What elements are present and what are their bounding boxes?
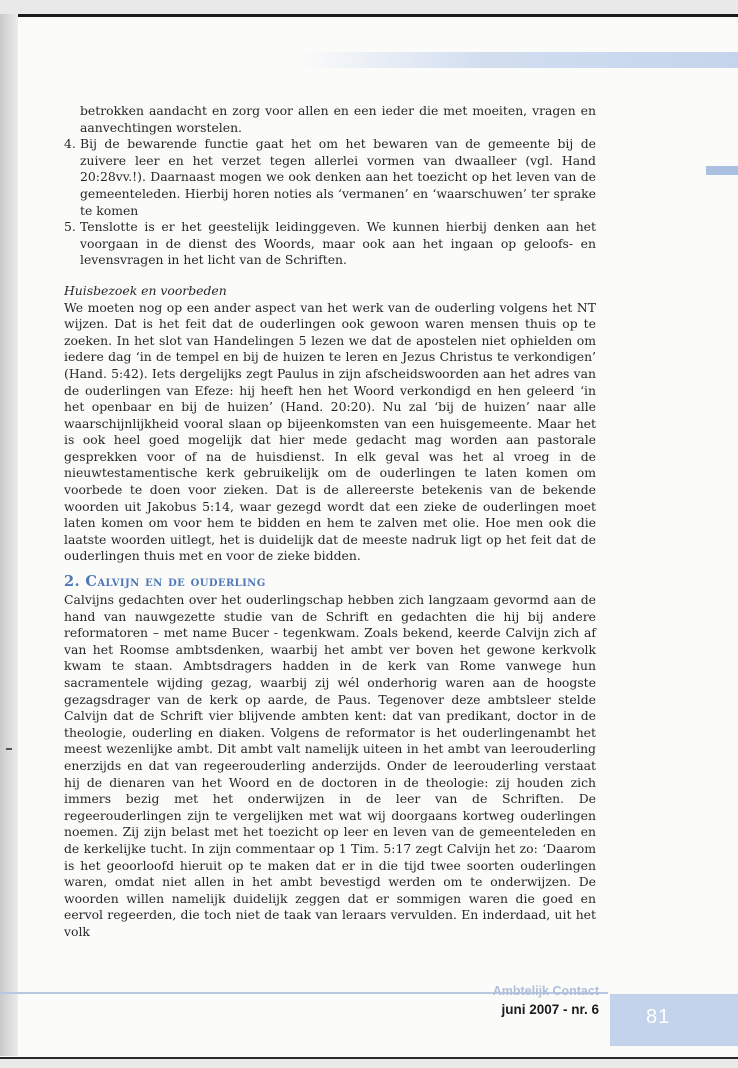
issue-label: juni 2007 - nr. 6 <box>501 1002 599 1017</box>
subsection-title: Huisbezoek en voorbeden <box>64 282 227 298</box>
footer <box>416 982 599 1020</box>
margin-tick-mark <box>6 748 12 750</box>
page-number: 81 <box>646 1006 671 1028</box>
article-body <box>64 103 596 941</box>
page-number-box <box>610 994 738 1046</box>
list-item <box>64 136 596 219</box>
section-heading: 2. Calvijn en de ouderling <box>64 573 266 591</box>
numbered-points-list <box>64 136 596 269</box>
list-item-number: 5. <box>64 219 76 235</box>
margin-color-marker <box>706 166 738 175</box>
continuation-paragraph: betrokken aandacht en zorg voor allen en een ieder die met moeiten, vragen en aanvechtingen worstelen. <box>80 103 596 135</box>
list-item-number: 4. <box>64 136 76 152</box>
list-item-text: Tenslotte is er het geestelijk leidinggeven. We kunnen hierbij denken aan het voorgaan in de dienst des Woords, maar ook aan het ingaan op geloofs- en levensvragen in het licht van de Schriften. <box>80 219 596 268</box>
list-item-text: Bij de bewarende functie gaat het om het bewaren van de gemeente bij de zuivere leer en het verzet tegen allerlei vormen van dwaalleer (vgl. Hand 20:28vv.!). Daarnaast mogen we ook denken aan het toezicht op het leven van de gemeenteleden. Hierbij horen noties als ‘vermanen’ en ‘waarschuwen’ ter sprake te komen <box>80 136 596 218</box>
header-color-band <box>300 52 738 68</box>
magazine-title: Ambtelijk Contact <box>492 984 599 998</box>
subsection-body: We moeten nog op een ander aspect van het werk van de ouderling volgens het NT wijzen. Dat is het feit dat de ouderlingen ook gewoon waren mensen thuis op te zoeken. In het slot van Handelingen 5 lezen we dat de apostelen niet ophielden om iedere dag ‘in de tempel en bij de huizen te leren en Jezus Christus te verkondigen’ (Hand. 5:42). Iets dergelijks zegt Paulus in zijn afscheidswoorden aan het adres van de ouderlingen van Efeze: hij heeft hen het Woord verkondigd en hen geleerd ‘in het openbaar en bij de huizen’ (Hand. 20:20). Nu zal ‘bij de huizen’ naar alle waarschijnlijkheid vooral slaan op bijeenkomsten van een huisgemeente. Maar het is ook heel goed mogelijk dat hier mede gedacht mag worden aan pastorale gesprekken voor of na de huisdienst. In elk geval was het al vroeg in de nieuwtestamentische kerk gebruikelijk om de ouderlingen te laten komen om voorbede te doen voor zieken. Dat is de allereerste betekenis van de bekende woorden uit Jakobus 5:14, waar gezegd wordt dat een zieke de ouderlingen moet laten komen om voor hem te bidden en hem te zalven met olie. Hoe men ook die laatste woorden uitlegt, het is duidelijk dat de meeste nadruk ligt op het feit dat de ouderlingen thuis met en voor de zieke bidden. <box>64 299 596 564</box>
section-body: Calvijns gedachten over het ouderlingschap hebben zich langzaam gevormd aan de hand van nauwgezette studie van de Schrift en gedachten die hij bij andere reformatoren – met name Bucer - tegenkwam. Zoals bekend, keerde Calvijn zich af van het Roomse ambtsdenken, waarbij het ambt ver boven het gewone kerkvolk kwam te staan. Ambtsdragers hadden in de kerk van Rome vanwege hun sacramentele wijding gezag, waarbij zij wél onderhorig waren aan de hoogste gezagsdrager van de kerk op aarde, de Paus. Tegenover deze ambtsleer stelde Calvijn dat de Schrift vier blijvende ambten kent: dat van predikant, doctor in de theologie, ouderling en diaken. Volgens de reformator is het ouderlingenambt het meest wezenlijke ambt. Dit ambt valt namelijk uiteen in het ambt van leerouderling enerzijds en dat van regeerouderling anderzijds. Onder de leerouderling verstaat hij de dienaren van het Woord en de doctoren in de theologie: zij houden zich immers bezig met het onderwijzen in de leer van de Schriften. De regeerouderlingen zijn te vergelijken met wat wij doorgaans kortweg ouderlingen noemen. Zij zijn belast met het toezicht op leer en leven van de gemeenteleden en de kerkelijke tucht. In zijn commentaar op 1 Tim. 5:17 zegt Calvijn het zo: ‘Daarom is het geoorloofd hieruit op te maken dat er in die tijd twee soorten ouderlingen waren, omdat niet allen in het ambt bevestigd werden om te onderwijzen. De woorden willen namelijk duidelijk zeggen dat er sommigen waren die goed en eervol regeerden, die toch niet de taak van leraars vervulden. En inderdaad, uit het volk <box>64 592 596 939</box>
list-item <box>64 219 596 269</box>
page-gutter-shadow <box>0 14 18 1056</box>
